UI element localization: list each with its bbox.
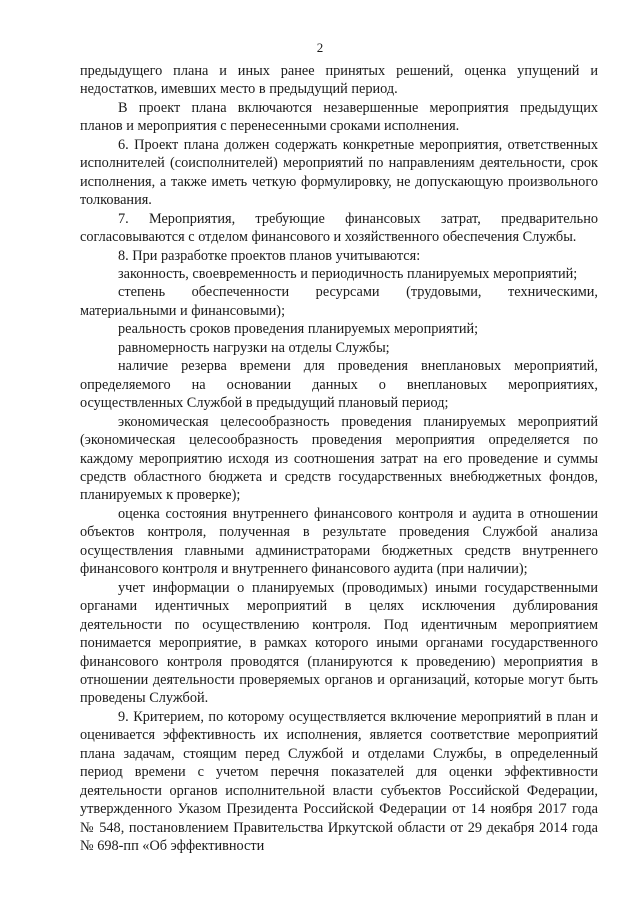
list-item-deadlines: реальность сроков проведения планируемых мероприятий; <box>118 321 479 338</box>
paragraph-unfinished-measures: В проект плана включаются незавершенные мероприятия предыдущих планов и мероприятия с перенесенными сроками исполнения. <box>80 99 598 135</box>
list-item-internal-control: оценка состояния внутреннего финансового контроля и аудита в отношении объектов контроля, полученная в результате проведения Службой анализа осуществления главными администраторами бюджетных средств внутреннего финансового контроля и внутреннего финансового аудита (при наличии); <box>80 505 598 578</box>
list-item-legality: законность, своевременность и периодичность планируемых мероприятий; <box>118 265 578 282</box>
paragraph-continuation: предыдущего плана и иных ранее принятых решений, оценка упущений и недостатков, имевших место в предыдущий период. <box>80 63 598 98</box>
paragraph-item-6: 6. Проект плана должен содержать конкретные мероприятия, ответственных исполнителей (соисполнителей) мероприятий по направлениям деятельности, срок исполнения, а также иметь четкую формулировку, не допускающую произвольного толкования. <box>80 136 598 209</box>
paragraph-item-9: 9. Критерием, по которому осуществляется включение мероприятий в план и оценивается эффективность их исполнения, является соответствие мероприятий плана задачам, стоящим перед Службой и отделами Службы, в определенный период времени с учетом перечня показателей для оценки эффективности деятельности органов исполнительной власти субъектов Российской Федерации, утвержденного Указом Президента Российской Федерации от 14 ноября 2017 года № 548, постановлением Правительства Иркутской области от 29 декабря 2014 года № 698-пп «Об эффективности <box>80 708 598 855</box>
list-item-resources: степень обеспеченности ресурсами (трудовыми, техническими, материальными и финансовыми); <box>80 284 598 319</box>
list-item-economic-feasibility: экономическая целесообразность проведения планируемых мероприятий (экономическая целесообразность проведения мероприятия определяется по каждому мероприятию исходя из соотношения затрат на его проведение и суммы средств областного бюджета и средств государственных внебюджетных фондов, планируемых к проверке); <box>80 413 598 504</box>
paragraph-item-7: 7. Мероприятия, требующие финансовых затрат, предварительно согласовываются с отделом финансового и хозяйственного обеспечения Службы. <box>80 210 598 246</box>
list-item-workload: равномерность нагрузки на отделы Службы; <box>118 339 390 356</box>
document-body <box>80 62 598 855</box>
paragraph-item-8: 8. При разработке проектов планов учитываются: <box>118 247 421 264</box>
list-item-duplication: учет информации о планируемых (проводимых) иными государственными органами идентичных мероприятий в целях исключения дублирования деятельности по осуществлению контроля. Под идентичным мероприятием понимается мероприятие, в рамках которого иными органами государственного финансового контроля проводятся (планируются к проведению) мероприятия в отношении деятельности проверяемых органов и организаций, которые могут быть проведены Службой. <box>80 579 598 707</box>
page-number: 2 <box>316 40 324 55</box>
list-item-time-reserve: наличие резерва времени для проведения внеплановых мероприятий, определяемого на основании данных о внеплановых мероприятиях, осуществленных Службой в предыдущий плановый период; <box>80 358 598 412</box>
